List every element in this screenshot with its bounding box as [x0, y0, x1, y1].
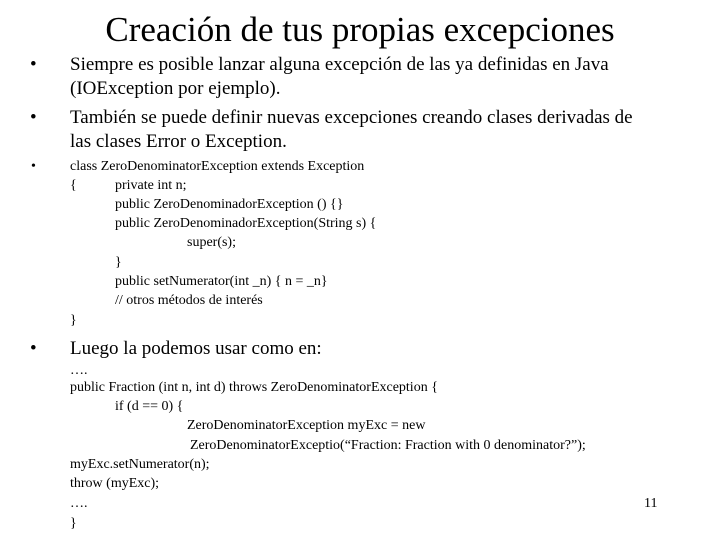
usage-code-line-6: myExc.setNumerator(n);	[70, 457, 210, 472]
slide-title: Creación de tus propias excepciones	[105, 10, 615, 49]
bullet-marker: •	[30, 107, 37, 128]
usage-code-line-5: ZeroDenominatorExceptio(“Fraction: Fraction with 0 denominator?”);	[190, 438, 586, 453]
usage-code-line-8: ….	[70, 496, 88, 511]
bullet-text-2-line-1: También se puede definir nuevas excepciones creando clases derivadas de	[70, 107, 633, 128]
code-line-6: }	[115, 255, 122, 270]
bullet-marker: •	[30, 338, 37, 359]
bullet-text-1-line-2: (IOException por ejemplo).	[70, 78, 281, 99]
usage-code-line-7: throw (myExc);	[70, 476, 160, 491]
usage-bullet-text: Luego la podemos usar como en:	[70, 338, 322, 359]
bullet-text-1-line-1: Siempre es posible lanzar alguna excepción de las ya definidas en Java	[70, 54, 609, 75]
code-line-2: private int n;	[115, 178, 187, 193]
bullet-marker: •	[30, 54, 37, 75]
usage-code-line-4: ZeroDenominatorException myExc = new	[187, 418, 426, 433]
code-line-3: public ZeroDenominadorException () {}	[115, 197, 344, 212]
usage-code-line-3: if (d == 0) {	[115, 399, 184, 414]
code-line-1: class ZeroDenominatorException extends Exception	[70, 159, 365, 174]
usage-code-line-9: }	[70, 516, 77, 531]
code-line-9: }	[70, 313, 77, 328]
code-line-4: public ZeroDenominadorException(String s) {	[115, 216, 377, 231]
code-line-7: public setNumerator(int _n) { n = _n}	[115, 274, 328, 289]
code-line-8: // otros métodos de interés	[115, 293, 263, 308]
usage-code-line-1: ….	[70, 363, 88, 378]
code-line-5: super(s);	[187, 235, 236, 250]
page-number: 11	[644, 496, 658, 511]
usage-code-line-2: public Fraction (int n, int d) throws ZeroDenominatorException {	[70, 380, 438, 395]
code-bullet-marker: •	[31, 159, 36, 174]
code-line-2-brace: {	[70, 178, 77, 193]
bullet-text-2-line-2: las clases Error o Exception.	[70, 131, 287, 152]
